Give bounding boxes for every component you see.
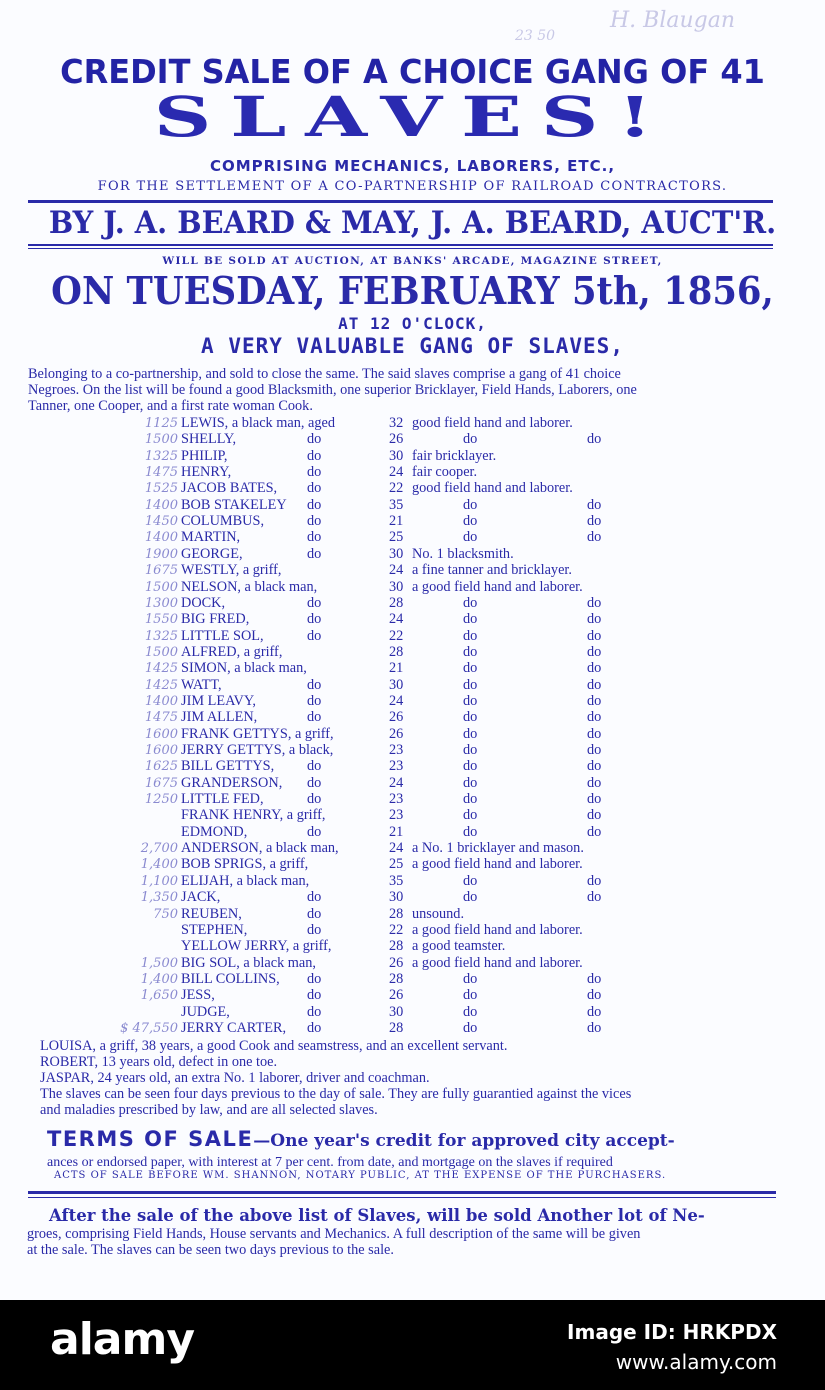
divider-rule <box>28 1197 776 1198</box>
roster-row <box>0 480 825 497</box>
person-entry: ELIJAH, a black man, <box>181 872 310 889</box>
terms-text: ances or endorsed paper, with interest at 7 per cent. from date, and mortgage on the slaves if required <box>47 1155 613 1170</box>
age-value: 28 <box>389 970 404 987</box>
handwritten-price: 1,350 <box>140 890 178 906</box>
sale-date: ON TUESDAY, FEBRUARY 5th, 1856, <box>51 268 774 313</box>
note-line: JASPAR, 24 years old, an extra No. 1 laborer, driver and coachman. <box>40 1070 430 1086</box>
ditto-mark: do <box>587 611 602 628</box>
auction-location: WILL BE SOLD AT AUCTION, AT BANKS' ARCADE, MAGAZINE STREET, <box>162 255 663 267</box>
age-value: 21 <box>389 823 404 840</box>
after-sale-heading: After the sale of the above list of Slaves, will be sold Another lot of Ne- <box>49 1206 705 1225</box>
description: unsound. <box>412 905 465 922</box>
after-sale-notice <box>27 1208 787 1258</box>
description: a good teamster. <box>412 938 506 955</box>
person-entry: FRANK HENRY, a griff, <box>181 807 326 824</box>
after-sale-line: groes, comprising Field Hands, House servants and Mechanics. A full description of the same will be given <box>27 1226 641 1242</box>
person-entry: NELSON, a black man, <box>181 578 318 595</box>
note-line: The slaves can be seen four days previous to the day of sale. They are fully guarantied against the vices <box>40 1086 632 1102</box>
description: do <box>463 594 478 611</box>
description: do <box>463 791 478 808</box>
age-value: 24 <box>389 840 404 857</box>
description: do <box>463 987 478 1004</box>
handwritten-price: 1550 <box>144 612 178 628</box>
roster-row <box>0 1004 825 1021</box>
ditto-mark: do <box>587 1003 602 1020</box>
description: do <box>463 692 478 709</box>
description: a good field hand and laborer. <box>412 921 583 938</box>
person-entry: WATT, <box>181 676 222 693</box>
roster-row <box>0 415 825 432</box>
ditto-mark: do <box>587 431 602 448</box>
description: do <box>463 725 478 742</box>
roster-row <box>0 644 825 661</box>
person-entry: FRANK GETTYS, a griff, <box>181 725 334 742</box>
ditto-mark: do <box>307 1003 322 1020</box>
ditto-mark: do <box>307 594 322 611</box>
handwritten-price: 1600 <box>144 726 178 742</box>
handwritten-price: 1525 <box>144 481 178 497</box>
description: fair cooper. <box>412 464 478 481</box>
description: do <box>463 889 478 906</box>
roster-row <box>0 987 825 1004</box>
person-entry: YELLOW JERRY, a griff, <box>181 938 332 955</box>
image-id: Image ID: HRKPDX <box>567 1320 777 1344</box>
ditto-mark: do <box>307 970 322 987</box>
roster-row <box>0 562 825 579</box>
ditto-mark: do <box>307 692 322 709</box>
description: do <box>463 529 478 546</box>
ditto-mark: do <box>307 611 322 628</box>
roster-row <box>0 873 825 890</box>
person-entry: PHILIP, <box>181 447 228 464</box>
ditto-mark: do <box>307 513 322 530</box>
description: do <box>463 431 478 448</box>
roster-row <box>0 660 825 677</box>
person-entry: JIM ALLEN, <box>181 709 258 726</box>
age-value: 25 <box>389 529 404 546</box>
age-value: 30 <box>389 1003 404 1020</box>
age-value: 26 <box>389 987 404 1004</box>
alamy-logo: alamy <box>50 1314 194 1365</box>
person-entry: EDMOND, <box>181 823 248 840</box>
description: good field hand and laborer. <box>412 415 573 431</box>
handwritten-price: $ 47,550 <box>120 1020 178 1036</box>
roster-row <box>0 922 825 939</box>
handwritten-note: 23 50 <box>515 28 556 44</box>
divider-rule <box>28 1191 776 1194</box>
handwritten-signature: H. Blaugan <box>610 8 736 33</box>
description: No. 1 blacksmith. <box>412 545 514 562</box>
auctioneer-line: BY J. A. BEARD & MAY, J. A. BEARD, AUCT'R. <box>48 205 777 241</box>
age-value: 22 <box>389 627 404 644</box>
age-value: 22 <box>389 921 404 938</box>
intro-paragraph <box>28 366 788 414</box>
handwritten-price: 1425 <box>144 661 178 677</box>
handwritten-price: 2,700 <box>140 841 178 857</box>
age-value: 24 <box>389 692 404 709</box>
description: do <box>463 970 478 987</box>
person-entry: JESS, <box>181 987 215 1004</box>
notary-line: ACTS OF SALE BEFORE WM. SHANNON, NOTARY PUBLIC, AT THE EXPENSE OF THE PURCHASERS. <box>54 1170 667 1181</box>
ditto-mark: do <box>587 987 602 1004</box>
person-entry: STEPHEN, <box>181 921 248 938</box>
person-entry: LITTLE SOL, <box>181 627 264 644</box>
description: do <box>463 643 478 660</box>
roster-row <box>0 628 825 645</box>
ditto-mark: do <box>587 627 602 644</box>
person-entry: BOB STAKELEY <box>181 496 287 513</box>
age-value: 26 <box>389 709 404 726</box>
person-entry: BIG FRED, <box>181 611 250 628</box>
description: do <box>463 742 478 758</box>
age-value: 28 <box>389 938 404 955</box>
ditto-mark: do <box>307 889 322 906</box>
description: do <box>463 1019 478 1036</box>
roster-row <box>0 448 825 465</box>
person-entry: ANDERSON, a black man, <box>181 840 339 857</box>
roster-row <box>0 889 825 906</box>
age-value: 30 <box>389 578 404 595</box>
description: fair bricklayer. <box>412 447 497 464</box>
description: do <box>463 627 478 644</box>
age-value: 30 <box>389 676 404 693</box>
ditto-mark: do <box>587 643 602 660</box>
handwritten-price: 750 <box>153 906 178 922</box>
handwritten-price: 1675 <box>144 775 178 791</box>
ditto-mark: do <box>587 709 602 726</box>
ditto-mark: do <box>307 905 322 922</box>
ditto-mark: do <box>307 774 322 791</box>
comprising-line: COMPRISING MECHANICS, LABORERS, ETC., <box>209 157 616 175</box>
settlement-line: FOR THE SETTLEMENT OF A CO-PARTNERSHIP OF RAILROAD CONTRACTORS. <box>97 179 728 194</box>
roster-row <box>0 529 825 546</box>
ditto-mark: do <box>307 496 322 513</box>
roster-row <box>0 791 825 808</box>
person-entry: JACK, <box>181 889 221 906</box>
roster-row <box>0 677 825 694</box>
handwritten-price: 1900 <box>144 546 178 562</box>
description: do <box>463 807 478 824</box>
ditto-mark: do <box>307 627 322 644</box>
age-value: 28 <box>389 643 404 660</box>
handwritten-price: 1250 <box>144 792 178 808</box>
person-entry: LITTLE FED, <box>181 791 264 808</box>
age-value: 26 <box>389 431 404 448</box>
ditto-mark: do <box>587 970 602 987</box>
ditto-mark: do <box>307 987 322 1004</box>
age-value: 22 <box>389 480 404 497</box>
person-entry: JUDGE, <box>181 1003 230 1020</box>
handwritten-price: 1300 <box>144 595 178 611</box>
intro-line: Tanner, one Cooper, and a first rate woman Cook. <box>28 398 313 414</box>
ditto-mark: do <box>587 692 602 709</box>
handwritten-price: 1475 <box>144 465 178 481</box>
terms-of-sale <box>47 1127 787 1181</box>
person-entry: LEWIS, a black man, aged <box>181 415 336 431</box>
handwritten-price: 1475 <box>144 710 178 726</box>
ditto-mark: do <box>307 709 322 726</box>
roster-row <box>0 693 825 710</box>
roster-row <box>0 955 825 972</box>
age-value: 35 <box>389 872 404 889</box>
ditto-mark: do <box>307 791 322 808</box>
ditto-mark: do <box>587 872 602 889</box>
roster-row <box>0 431 825 448</box>
person-entry: MARTIN, <box>181 529 241 546</box>
description: good field hand and laborer. <box>412 480 573 497</box>
person-entry: JACOB BATES, <box>181 480 278 497</box>
divider-rule <box>28 248 773 249</box>
intro-line: Belonging to a co-partnership, and sold to close the same. The said slaves comprise a gang of 41 choice <box>28 366 621 382</box>
poster-title: CREDIT SALE OF A CHOICE GANG OF 41 <box>60 52 765 91</box>
handwritten-price: 1125 <box>144 416 178 431</box>
handwritten-price: 1425 <box>144 677 178 693</box>
poster-headline: SLAVES! <box>153 84 672 149</box>
ditto-mark: do <box>587 742 602 758</box>
stock-watermark-bar <box>0 1300 825 1390</box>
roster-row <box>0 758 825 775</box>
handwritten-price: 1400 <box>144 497 178 513</box>
age-value: 21 <box>389 660 404 677</box>
person-entry: JIM LEAVY, <box>181 692 256 709</box>
roster-row <box>0 938 825 955</box>
roster-row <box>0 611 825 628</box>
divider-rule <box>28 200 773 203</box>
ditto-mark: do <box>587 660 602 677</box>
handwritten-price: 1325 <box>144 448 178 464</box>
note-line: ROBERT, 13 years old, defect in one toe. <box>40 1054 278 1070</box>
description: do <box>463 758 478 775</box>
handwritten-price: 1450 <box>144 514 178 530</box>
roster-row <box>0 856 825 873</box>
ditto-mark: do <box>307 1019 322 1036</box>
site-url: www.alamy.com <box>615 1350 777 1374</box>
person-entry: JERRY GETTYS, a black, <box>181 742 334 758</box>
terms-text: —One year's credit for approved city accept- <box>253 1131 675 1151</box>
roster-row <box>0 807 825 824</box>
age-value: 23 <box>389 807 404 824</box>
ditto-mark: do <box>587 774 602 791</box>
terms-heading: TERMS OF SALE <box>47 1127 254 1151</box>
roster-row <box>0 579 825 596</box>
description: a No. 1 bricklayer and mason. <box>412 840 584 857</box>
ditto-mark: do <box>587 513 602 530</box>
handwritten-price: 1500 <box>144 644 178 660</box>
ditto-mark: do <box>307 676 322 693</box>
description: a good field hand and laborer. <box>412 954 583 971</box>
handwritten-price: 1600 <box>144 743 178 758</box>
age-value: 30 <box>389 889 404 906</box>
handwritten-price: 1400 <box>144 530 178 546</box>
age-value: 30 <box>389 545 404 562</box>
age-value: 25 <box>389 856 404 873</box>
person-entry: BILL COLLINS, <box>181 970 280 987</box>
roster-row <box>0 497 825 514</box>
person-entry: REUBEN, <box>181 905 242 922</box>
description: do <box>463 611 478 628</box>
age-value: 28 <box>389 594 404 611</box>
person-entry: SHELLY, <box>181 431 237 448</box>
description: do <box>463 872 478 889</box>
roster-row <box>0 709 825 726</box>
ditto-mark: do <box>587 791 602 808</box>
description: a good field hand and laborer. <box>412 578 583 595</box>
age-value: 24 <box>389 562 404 579</box>
additional-notes <box>40 1038 800 1118</box>
age-value: 26 <box>389 954 404 971</box>
age-value: 24 <box>389 611 404 628</box>
handwritten-price: 1,400 <box>140 971 178 987</box>
ditto-mark: do <box>587 529 602 546</box>
roster-row <box>0 775 825 792</box>
age-value: 23 <box>389 758 404 775</box>
after-sale-line: at the sale. The slaves can be seen two days previous to the sale. <box>27 1242 394 1258</box>
person-entry: DOCK, <box>181 594 226 611</box>
ditto-mark: do <box>587 594 602 611</box>
handwritten-price: 1400 <box>144 693 178 709</box>
divider-rule <box>28 244 773 246</box>
handwritten-price: 1625 <box>144 759 178 775</box>
roster-row <box>0 464 825 481</box>
ditto-mark: do <box>587 807 602 824</box>
ditto-mark: do <box>587 889 602 906</box>
person-entry: GEORGE, <box>181 545 243 562</box>
ditto-mark: do <box>307 921 322 938</box>
age-value: 24 <box>389 774 404 791</box>
ditto-mark: do <box>307 823 322 840</box>
description: do <box>463 709 478 726</box>
age-value: 28 <box>389 1019 404 1036</box>
person-entry: COLUMBUS, <box>181 513 265 530</box>
person-entry: ALFRED, a griff, <box>181 643 283 660</box>
handwritten-price: 1,400 <box>140 857 178 873</box>
handwritten-price: 1,100 <box>140 873 178 889</box>
age-value: 23 <box>389 791 404 808</box>
valuable-gang-heading: A VERY VALUABLE GANG OF SLAVES, <box>201 334 624 358</box>
note-line: LOUISA, a griff, 38 years, a good Cook and seamstress, and an excellent servant. <box>40 1038 508 1054</box>
roster-row <box>0 1020 825 1037</box>
handwritten-price: 1500 <box>144 432 178 448</box>
roster-row <box>0 824 825 841</box>
handwritten-price: 1325 <box>144 628 178 644</box>
age-value: 21 <box>389 513 404 530</box>
age-value: 26 <box>389 725 404 742</box>
roster-row <box>0 971 825 988</box>
description: a fine tanner and bricklayer. <box>412 562 572 579</box>
ditto-mark: do <box>587 676 602 693</box>
person-entry: BOB SPRIGS, a griff, <box>181 856 309 873</box>
ditto-mark: do <box>587 823 602 840</box>
age-value: 23 <box>389 742 404 758</box>
person-entry: HENRY, <box>181 464 232 481</box>
ditto-mark: do <box>307 545 322 562</box>
ditto-mark: do <box>307 529 322 546</box>
ditto-mark: do <box>587 496 602 513</box>
description: do <box>463 1003 478 1020</box>
roster-row <box>0 726 825 743</box>
age-value: 35 <box>389 496 404 513</box>
roster-row <box>0 546 825 563</box>
ditto-mark: do <box>307 447 322 464</box>
description: a good field hand and laborer. <box>412 856 583 873</box>
roster-row <box>0 595 825 612</box>
description: do <box>463 660 478 677</box>
age-value: 24 <box>389 464 404 481</box>
handwritten-price: 1500 <box>144 579 178 595</box>
ditto-mark: do <box>587 758 602 775</box>
roster-row <box>0 742 825 759</box>
handwritten-price: 1,650 <box>140 988 178 1004</box>
age-value: 32 <box>389 415 404 431</box>
description: do <box>463 774 478 791</box>
person-entry: BIG SOL, a black man, <box>181 954 316 971</box>
age-value: 30 <box>389 447 404 464</box>
ditto-mark: do <box>307 464 322 481</box>
person-entry: GRANDERSON, <box>181 774 283 791</box>
person-entry: BILL GETTYS, <box>181 758 275 775</box>
person-entry: JERRY CARTER, <box>181 1019 287 1036</box>
handwritten-price: 1675 <box>144 563 178 579</box>
description: do <box>463 823 478 840</box>
description: do <box>463 676 478 693</box>
ditto-mark: do <box>307 431 322 448</box>
person-entry: SIMON, a black man, <box>181 660 307 677</box>
roster-row <box>0 513 825 530</box>
ditto-mark: do <box>587 725 602 742</box>
description: do <box>463 496 478 513</box>
roster-row <box>0 840 825 857</box>
roster-row <box>0 906 825 923</box>
ditto-mark: do <box>307 480 322 497</box>
person-entry: WESTLY, a griff, <box>181 562 282 579</box>
ditto-mark: do <box>587 1019 602 1036</box>
description: do <box>463 513 478 530</box>
sale-time: AT 12 O'CLOCK, <box>338 314 487 333</box>
age-value: 28 <box>389 905 404 922</box>
note-line: and maladies prescribed by law, and are all selected slaves. <box>40 1102 378 1118</box>
intro-line: Negroes. On the list will be found a good Blacksmith, one superior Bricklayer, Field Hands, Laborers, one <box>28 382 637 398</box>
handwritten-price: 1,500 <box>140 955 178 971</box>
ditto-mark: do <box>307 758 322 775</box>
